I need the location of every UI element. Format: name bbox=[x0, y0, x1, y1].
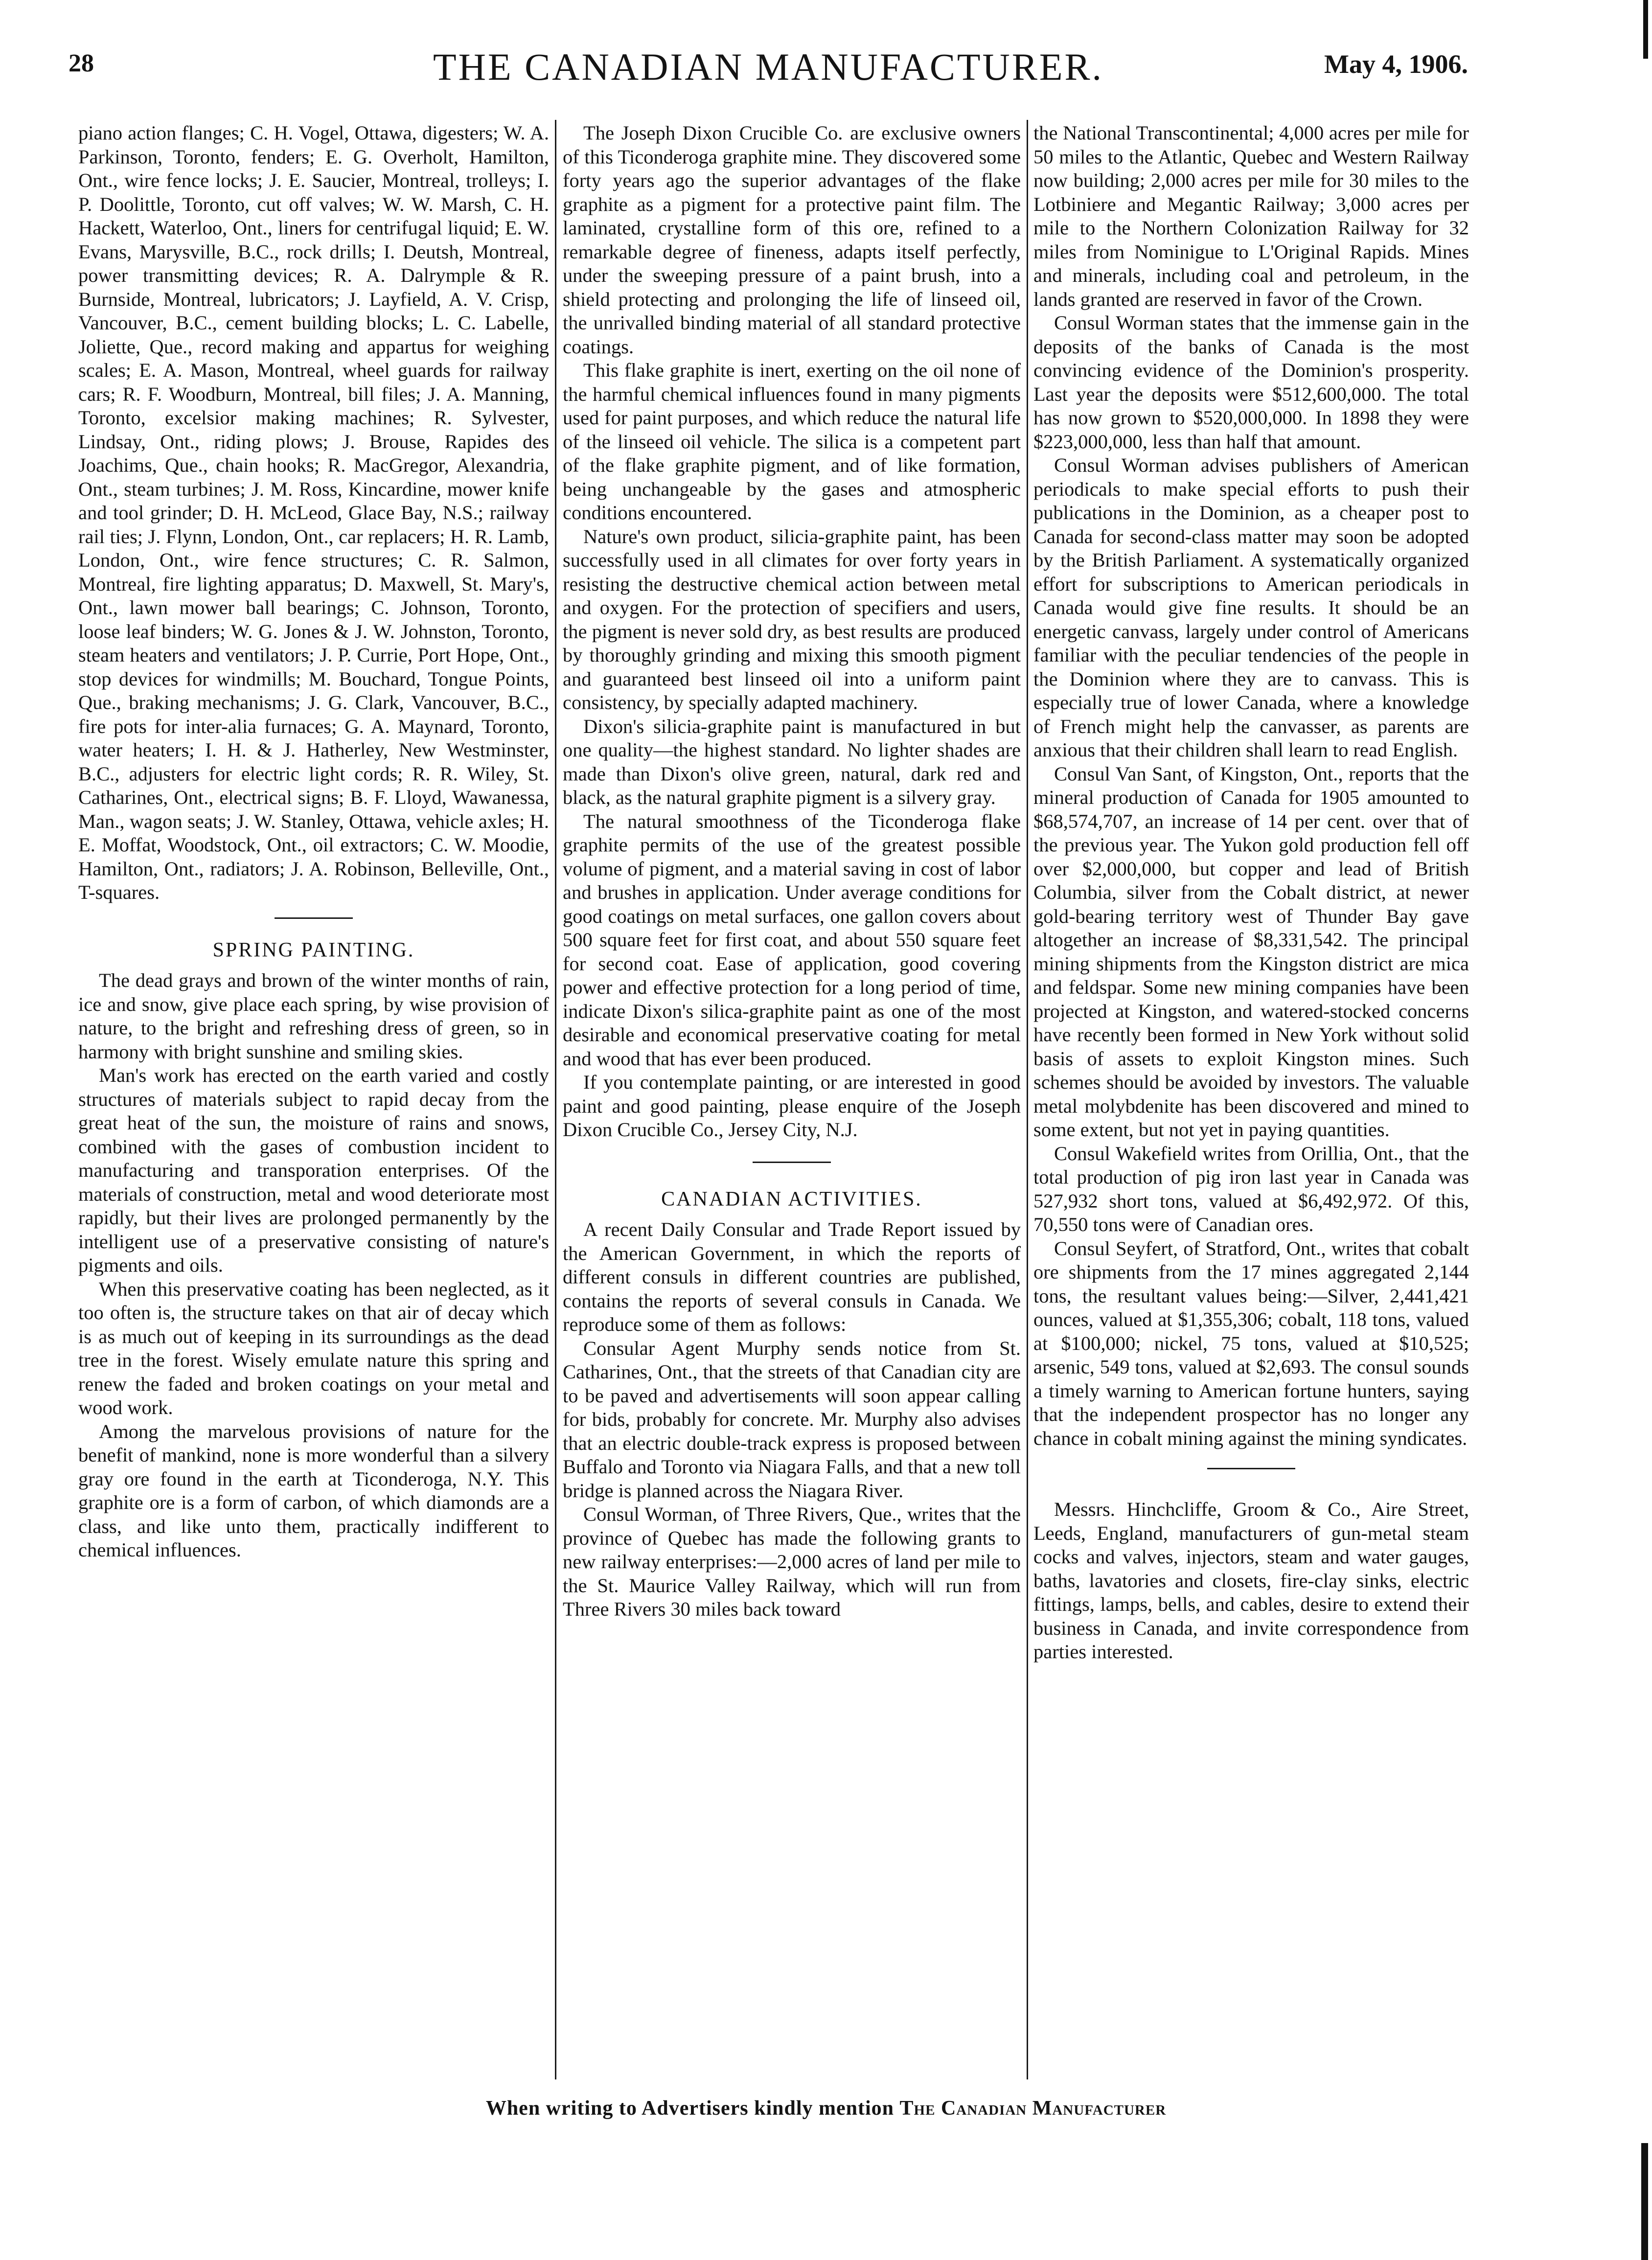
section-heading-spring-painting: SPRING PAINTING. bbox=[212, 938, 415, 961]
scan-edge-mark bbox=[1643, 0, 1648, 59]
page-footer bbox=[0, 2097, 1652, 2120]
business-notice: Messrs. Hinchcliffe, Groom & Co., Aire Street, Leeds, England, manufacturers of gun-metal steam cocks and valves, injectors, steam and water gauges, baths, lavatories and closets, fire-clay sinks, electric fittings, lamps, bells, and cables, desire to extend their business in Canada, and invite correspondence from parties interested. bbox=[1033, 1498, 1469, 1663]
paragraph: Dixon's silicia-graphite paint is manufactured in but one quality—the highest standard. No lighter shades are made than Dixon's olive green, natural, dark red and black, as the natural graphite pigment is a silvery gray. bbox=[563, 715, 1021, 808]
paragraph: A recent Daily Consular and Trade Report issued by the American Government, in which the reports of different consuls in different countries are published, contains the reports of several consuls in Canada. We reproduce some of them as follows: bbox=[563, 1218, 1021, 1335]
paragraph: Consul Van Sant, of Kingston, Ont., reports that the mineral production of Canada for 1905 amounted to $68,574,707, an increase of 14 per cent. over that of the previous year. The Yukon gold production fell off over $2,000,000, but copper and lead of British Columbia, silver from the Cobalt district, at newer gold-bearing territory west of Thunder Bay gave altogether an increase of $8,331,542. The principal mining shipments from the Kingston district are mica and feldspar. Some new mining companies have been projected at Kingston, and watered-stocked concerns have recently been formed in New York without solid basis of assets to exploit Kingston mines. Such schemes should be avoided by investors. The valuable metal molybdenite has been discovered and mined to some extent, but not yet in paying quantities. bbox=[1033, 762, 1469, 1141]
paragraph: the National Transcontinental; 4,000 acres per mile for 50 miles to the Atlantic, Quebec and Western Railway now building; 2,000 acres per mile for 30 miles to the Lotbiniere and Megantic Railway; 3,000 acres per mile to the Northern Colonization Railway for 32 miles from Nominigue to L'Original Rapids. Mines and minerals, including coal and petroleum, in the lands granted are reserved in favor of the Crown. bbox=[1033, 122, 1469, 310]
paragraph: Man's work has erected on the earth varied and costly structures of materials subject to rapid decay from the great heat of the sun, the moisture of rains and snows, combined with the gases of combustion incident to manufacturing and transporation enterprises. Of the materials of construction, metal and wood deteriorate most rapidly, but their lives are prolonged permanently by the intelligent use of a preservative consisting of nature's pigments and oils. bbox=[78, 1064, 549, 1276]
column-rule-right bbox=[1027, 120, 1028, 2079]
column-three bbox=[1033, 121, 1469, 1664]
paragraph: Nature's own product, silicia-graphite paint, has been successfully used in all climates for over forty years in resisting the destructive chemical action between metal and oxygen. For the protection of specifiers and users, the pigment is never sold dry, as best results are produced by thoroughly grinding and mixing this smooth pigment and guaranteed best linseed oil into a uniform paint consistency, by specially adapted machinery. bbox=[563, 525, 1021, 713]
publication-title: THE CANADIAN MANUFACTURER. bbox=[433, 46, 1104, 88]
section-divider bbox=[275, 917, 353, 919]
paragraph: Consul Seyfert, of Stratford, Ont., writes that cobalt ore shipments from the 17 mines aggregated 2,144 tons, the resultant values being:—Silver, 2,441,421 ounces, valued at $1,355,306; cobalt, 118 tons, valued at $100,000; nickel, 75 tons, valued at $10,525; arsenic, 549 tons, valued at $2,693. The consul sounds a timely warning to American fortune hunters, saying that the independent prospector has no longer any chance in cobalt mining against the mining syndicates. bbox=[1033, 1237, 1469, 1449]
paragraph: Among the marvelous provisions of nature for the benefit of mankind, none is more wonderful than a silvery gray ore found in the earth at Ticonderoga, N.Y. This graphite ore is a form of carbon, of which diamonds are a class, and like unto them, practically indifferent to chemical influences. bbox=[78, 1420, 549, 1561]
section-heading-canadian-activities: CANADIAN ACTIVITIES. bbox=[661, 1187, 922, 1210]
paragraph: This flake graphite is inert, exerting on the oil none of the harmful chemical influences found in many pigments used for paint purposes, and which reduce the natural life of the linseed oil vehicle. The silica is a competent part of the flake graphite pigment, and of like formation, being unchangeable by the gases and atmospheric conditions encountered. bbox=[563, 359, 1021, 524]
section-divider bbox=[753, 1162, 831, 1163]
paragraph: The natural smoothness of the Ticonderoga flake graphite permits of the use of the greatest possible volume of pigment, and a material saving in cost of labor and brushes in application. Under average conditions for good coatings on metal surfaces, one gallon covers about 500 square feet for first coat, and about 550 square feet for second coat. Ease of application, good covering power and effective protection for a long period of time, indicate Dixon's silica-graphite paint as one of the most desirable and economical preservative coating for metal and wood that has ever been produced. bbox=[563, 810, 1021, 1070]
footer-publication-name: The Canadian Manufacturer bbox=[899, 2097, 1167, 2120]
scan-edge-mark bbox=[1641, 2143, 1648, 2260]
paragraph: The Joseph Dixon Crucible Co. are exclusive owners of this Ticonderoga graphite mine. They discovered some forty years ago the superior advantages of the flake graphite as a pigment for a protective paint film. The laminated, crystalline form of this ore, refined to a remarkable degree of fineness, adapts itself perfectly, under the sweeping pressure of a paint brush, into a shield protecting and prolonging the life of linseed oil, the unrivalled binding material of all standard protective coatings. bbox=[563, 122, 1021, 358]
paragraph: When this preservative coating has been neglected, as it too often is, the structure takes on that air of decay which is as much out of keeping in its surroundings as the dead tree in the forest. Wisely emulate nature this spring and renew the faded and broken coatings on your metal and wood work. bbox=[78, 1278, 549, 1418]
issue-date: May 4, 1906. bbox=[1324, 49, 1468, 79]
column-two bbox=[563, 121, 1021, 1621]
paragraph: Consul Wakefield writes from Orillia, Ont., that the total production of pig iron last year in Canada was 527,932 short tons, valued at $6,492,972. Of this, 70,550 tons were of Canadian ores. bbox=[1033, 1142, 1469, 1235]
paragraph: Consul Worman advises publishers of American periodicals to make special efforts to push their publications in the Dominion, as a cheaper post to Canada for second-class matter may soon be adopted by the British Parliament. A systematically organized effort for subscriptions to American periodicals in Canada would give fine results. It should be an energetic canvass, largely under control of Americans familiar with the peculiar tendencies of the people in the Dominion where they are to canvass. This is especially true of lower Canada, where a knowledge of French might help the canvasser, as parents are anxious that their children shall learn to read English. bbox=[1033, 454, 1469, 761]
paragraph: Consul Worman, of Three Rivers, Que., writes that the province of Quebec has made the following grants to new railway enterprises:—2,000 acres of land per mile to the St. Maurice Valley Railway, which will run from Three Rivers 30 miles back toward bbox=[563, 1503, 1021, 1620]
column-rule-left bbox=[555, 120, 556, 2079]
page-number: 28 bbox=[69, 49, 94, 77]
paragraph: The dead grays and brown of the winter months of rain, ice and snow, give place each spring, by wise provision of nature, to the bright and refreshing dress of green, so in harmony with bright sunshine and smiling skies. bbox=[78, 969, 549, 1063]
paragraph: Consul Worman states that the immense gain in the deposits of the banks of Canada is the most convincing evidence of the Dominion's prosperity. Last year the deposits were $512,600,000. The total has now grown to $520,000,000. In 1898 they were $223,000,000, less than half that amount. bbox=[1033, 312, 1469, 453]
patent-list-text: piano action flanges; C. H. Vogel, Ottawa, digesters; W. A. Parkinson, Toronto, fenders; E. G. Overholt, Hamilton, Ont., wire fence locks; J. E. Saucier, Montreal, trolleys; I. P. Doolittle, Toronto, cut off valves; W. W. Marsh, C. H. Hackett, Waterloo, Ont., liners for centrifugal liquid; E. W. Evans, Marysville, B.C., rock drills; I. Deutsh, Montreal, power transmitting devices; R. A. Dalrymple & R. Burnside, Montreal, lubricators; J. Layfield, A. V. Crisp, Vancouver, B.C., cement building blocks; L. C. Labelle, Joliette, Que., record making and appartus for weighing scales; E. A. Mason, Montreal, wheel guards for railway cars; R. F. Woodburn, Montreal, bill files; J. A. Manning, Toronto, excelsior making machines; R. Sylvester, Lindsay, Ont., riding plows; J. Brouse, Rapides des Joachims, Que., chain hooks; R. MacGregor, Alexandria, Ont., steam turbines; J. M. Ross, Kincardine, mower knife and tool grinder; D. H. McLeod, Glace Bay, N.S.; railway rail ties; J. Flynn, London, Ont., car replacers; H. R. Lamb, London, Ont., wire fence structures; C. R. Salmon, Montreal, fire lighting apparatus; D. Maxwell, St. Mary's, Ont., lawn mower ball bearings; C. Johnson, Toronto, loose leaf binders; W. G. Jones & J. W. Johnston, Toronto, steam heaters and ventilators; J. P. Currie, Port Hope, Ont., stop devices for windmills; M. Bouchard, Tongue Points, Que., braking mechanisms; J. G. Clark, Vancouver, B.C., fire pots for inter-alia furnaces; G. A. Maynard, Toronto, water heaters; I. H. & J. Hatherley, New Westminster, B.C., adjusters for electric light cords; R. R. Wiley, St. Catharines, Ont., electrical signs; B. F. Lloyd, Wawanessa, Man., wagon seats; J. W. Stanley, Ottawa, vehicle axles; H. E. Moffat, Woodstock, Ont., oil extractors; C. W. Moodie, Hamilton, Ont., radiators; J. A. Robinson, Belleville, Ont., T-squares. bbox=[78, 122, 549, 903]
page-header bbox=[69, 45, 1468, 99]
footer-text: When writing to Advertisers kindly mention bbox=[485, 2097, 895, 2120]
paragraph: Consular Agent Murphy sends notice from St. Catharines, Ont., that the streets of that Canadian city are to be paved and advertisements will soon appear calling for bids, probably for concrete. Mr. Murphy also advises that an electric double-track express is proposed between Buffalo and Toronto via Niagara Falls, and that a new toll bridge is planned across the Niagara River. bbox=[563, 1337, 1021, 1502]
paragraph: If you contemplate painting, or are interested in good paint and good painting, please enquire of the Joseph Dixon Crucible Co., Jersey City, N.J. bbox=[563, 1071, 1021, 1141]
section-divider bbox=[1207, 1468, 1295, 1469]
column-one bbox=[78, 121, 549, 1562]
